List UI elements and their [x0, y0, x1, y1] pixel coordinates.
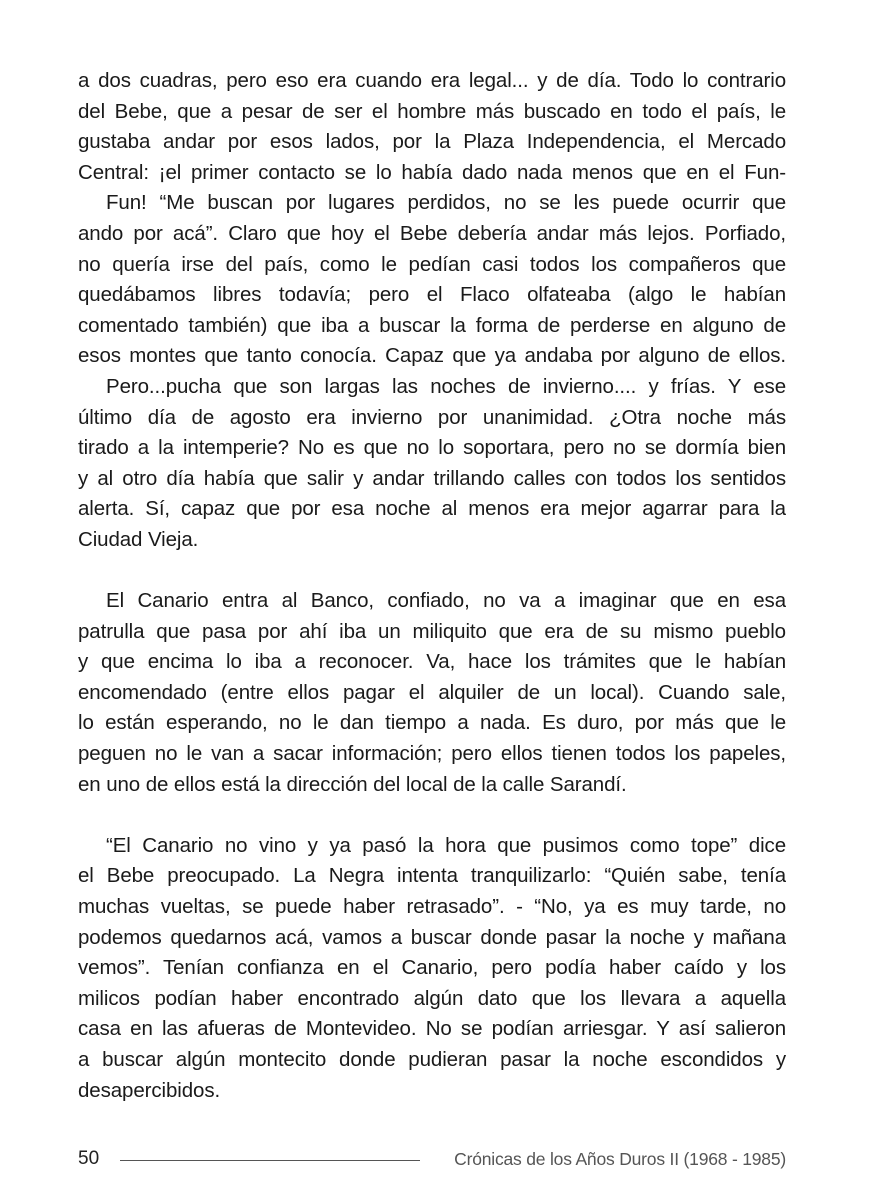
paragraph-gap — [78, 800, 786, 831]
text-line: encomendado (entre ellos pagar el alquiler de un local). Cuando sale, — [78, 680, 786, 704]
text-line: y al otro día había que salir y andar trillando calles con todos los sentidos — [78, 466, 786, 490]
text-line: muchas vueltas, se puede haber retrasado”. - “No, ya es muy tarde, no — [78, 895, 786, 919]
text-line: ando por acá”. Claro que hoy el Bebe debería andar más lejos. Porfiado, — [78, 221, 786, 245]
text-line: casa en las afueras de Montevideo. No se podían arriesgar. Y así salieron — [78, 1017, 786, 1041]
text-line: en uno de ellos está la dirección del local de la calle Sarandí. — [78, 772, 627, 796]
text-line: podemos quedarnos acá, vamos a buscar donde pasar la noche y mañana — [78, 925, 786, 949]
text-line: gustaba andar por esos lados, por la Plaza Independencia, el Mercado — [78, 130, 786, 154]
page-body — [78, 66, 786, 1106]
page-footer — [78, 1144, 786, 1174]
text-line: tirado a la intemperie? No es que no lo soportara, pero no se dormía bien — [78, 436, 786, 460]
text-line: y que encima lo iba a reconocer. Va, hace los trámites que le habían — [78, 650, 786, 674]
text-line: peguen no le van a sacar información; pero ellos tienen todos los papeles, — [78, 742, 786, 766]
text-line: Pero...pucha que son largas las noches de invierno.... y frías. Y ese — [106, 374, 786, 398]
text-line: vemos”. Tenían confianza en el Canario, pero podía haber caído y los — [78, 956, 786, 980]
text-line: patrulla que pasa por ahí iba un miliquito que era de su mismo pueblo — [78, 619, 786, 643]
text-line: a buscar algún montecito donde pudieran pasar la noche escondidos y — [78, 1048, 786, 1071]
text-line: milicos podían haber encontrado algún dato que los llevara a aquella — [78, 986, 786, 1010]
text-line: Ciudad Vieja. — [78, 527, 199, 551]
text-line: del Bebe, que a pesar de ser el hombre más buscado en todo el país, le — [78, 99, 786, 123]
text-line: a dos cuadras, pero eso era cuando era legal... y de día. Todo lo contrario — [78, 69, 786, 92]
text-line: Fun! “Me buscan por lugares perdidos, no se les puede ocurrir que — [106, 191, 786, 215]
text-line: lo están esperando, no le dan tiempo a nada. Es duro, por más que le — [78, 711, 786, 735]
footer-book-title: Crónicas de los Años Duros II (1968 - 1985) — [454, 1149, 786, 1169]
text-line: Central: ¡el primer contacto se lo había dado nada menos que en el Fun- — [78, 160, 786, 184]
footer-divider — [120, 1160, 420, 1161]
text-line: El Canario entra al Banco, confiado, no va a imaginar que en esa — [106, 589, 786, 613]
text-line: no quería irse del país, como le pedían casi todos los compañeros que — [78, 252, 786, 276]
paragraph-gap — [78, 556, 786, 587]
text-line: esos montes que tanto conocía. Capaz que ya andaba por alguno de ellos. — [78, 344, 786, 368]
text-line: quedábamos libres todavía; pero el Flaco olfateaba (algo le habían — [78, 283, 786, 307]
text-line: alerta. Sí, capaz que por esa noche al menos era mejor agarrar para la — [78, 497, 786, 521]
text-line: comentado también) que iba a buscar la forma de perderse en alguno de — [78, 313, 786, 337]
text-line: desapercibidos. — [78, 1078, 221, 1102]
text-line: el Bebe preocupado. La Negra intenta tranquilizarlo: “Quién sabe, tenía — [78, 864, 786, 888]
text-line: último día de agosto era invierno por unanimidad. ¿Otra noche más — [78, 405, 786, 429]
page-number: 50 — [78, 1148, 100, 1169]
text-line: “El Canario no vino y ya pasó la hora que pusimos como tope” dice — [106, 833, 786, 857]
